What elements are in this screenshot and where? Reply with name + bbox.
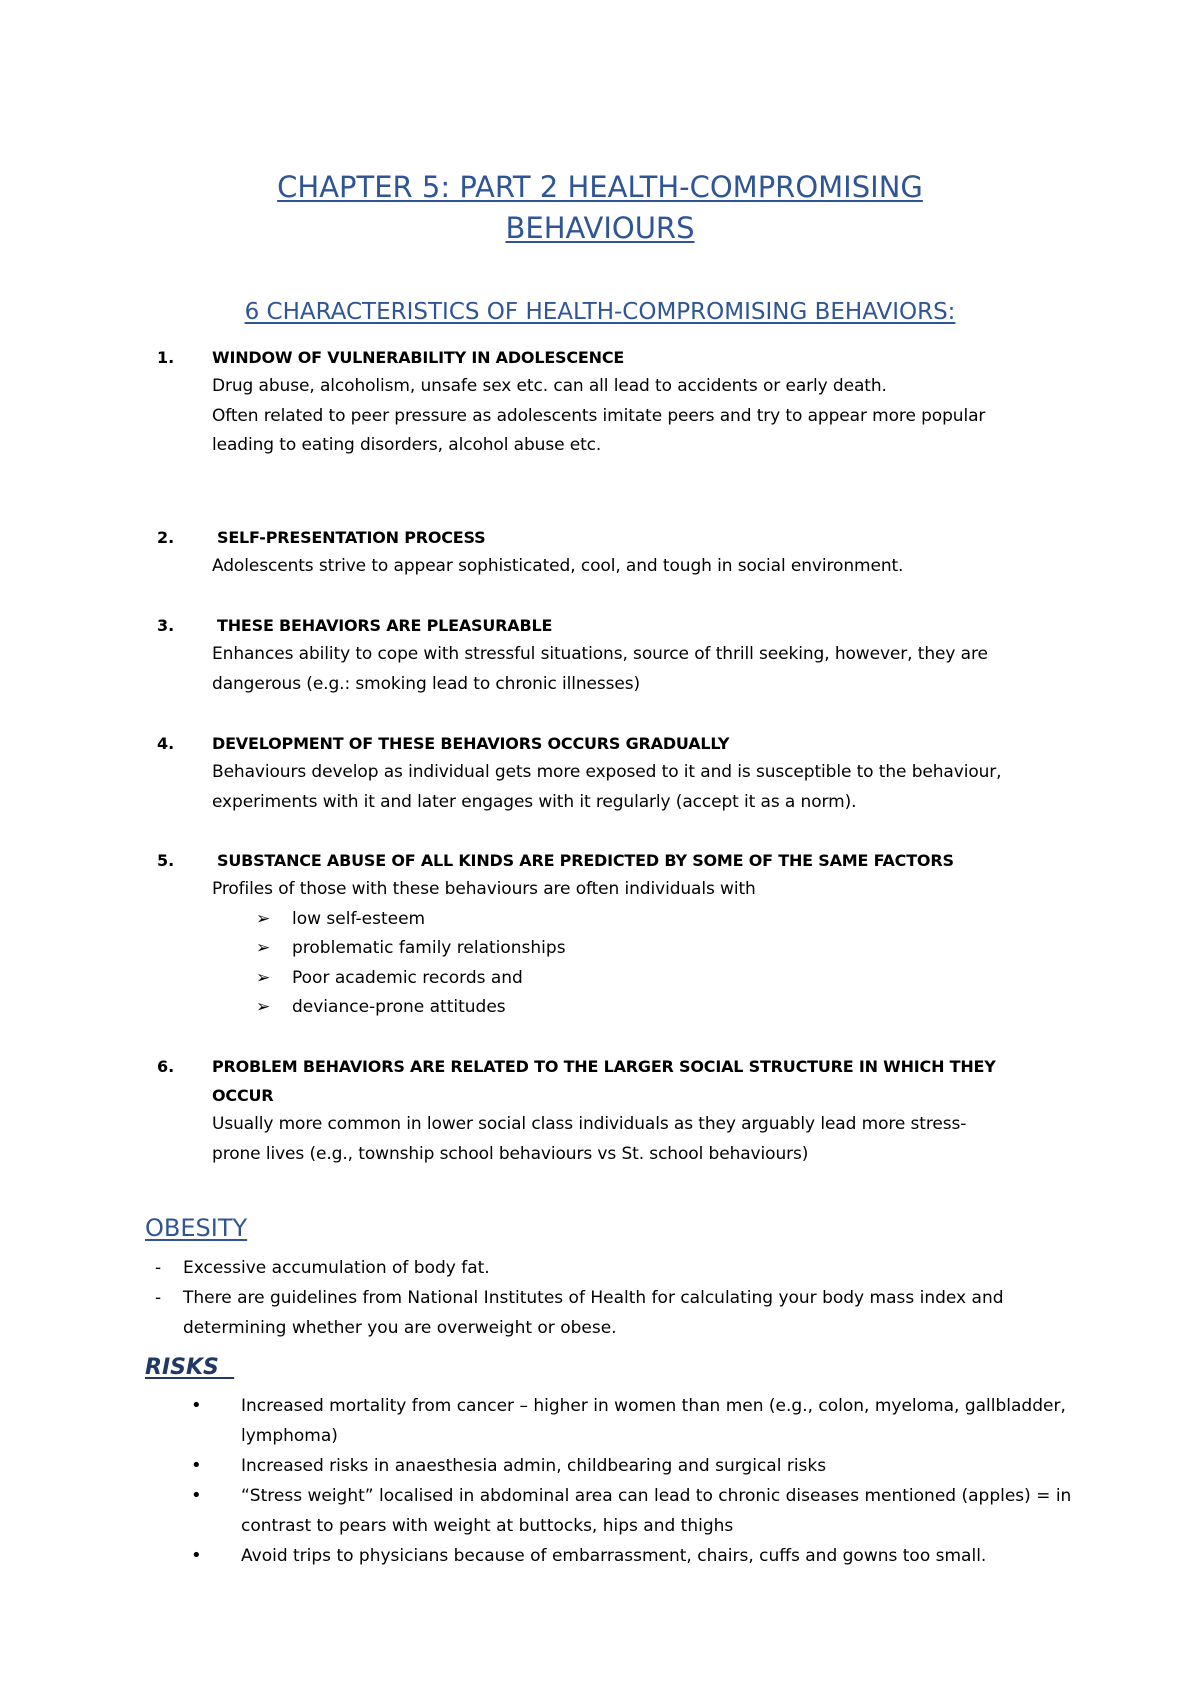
bullet-icon: • (191, 1395, 202, 1416)
item-number: 6. (157, 1057, 175, 1076)
list-item: • Increased risks in anaesthesia admin, childbearing and surgical risks (185, 1451, 1075, 1481)
list-item: ➢ problematic family relationships (212, 934, 1092, 964)
bullet-icon: • (191, 1485, 202, 1506)
item-text-line: experiments with it and later engages with it regularly (accept it as a norm). (212, 791, 857, 812)
item-text-line: dangerous (e.g.: smoking lead to chronic illnesses) (212, 673, 641, 694)
dash-bullet-icon: - (155, 1288, 162, 1308)
item-heading: SELF-PRESENTATION PROCESS (217, 528, 486, 547)
item-heading-cont: OCCUR (212, 1086, 274, 1105)
item-content (212, 523, 1092, 582)
list-item: - Excessive accumulation of body fat. (145, 1253, 1075, 1283)
item-content (212, 1052, 1092, 1169)
item-number: 3. (157, 616, 175, 635)
section-subtitle: 6 CHARACTERISTICS OF HEALTH-COMPROMISING BEHAVIORS: (244, 299, 956, 325)
item-number: 2. (157, 528, 175, 547)
page-title (150, 167, 1050, 249)
list-item: • “Stress weight” localised in abdominal area can lead to chronic diseases mentioned (apples) = in contrast to pears with weight at buttocks, hips and thighs (185, 1481, 1075, 1541)
bullet-icon: • (191, 1455, 202, 1476)
list-item: - There are guidelines from National Institutes of Health for calculating your body mass index and determining whether you are overweight or obese. (145, 1283, 1075, 1343)
list-item: ➢ Poor academic records and (212, 964, 1092, 994)
item-text-line: Behaviours develop as individual gets more exposed to it and is susceptible to the behaviour, (212, 762, 1002, 782)
item-text-line: Adolescents strive to appear sophisticated, cool, and tough in social environment. (212, 556, 904, 576)
obesity-list (145, 1253, 1075, 1343)
dash-bullet-icon: - (155, 1258, 162, 1278)
item-text-line: leading to eating disorders, alcohol abuse etc. (212, 435, 602, 455)
obesity-heading: OBESITY (145, 1214, 248, 1242)
item-heading: SUBSTANCE ABUSE OF ALL KINDS ARE PREDICTED BY SOME OF THE SAME FACTORS (217, 851, 954, 870)
item-text-line: Enhances ability to cope with stressful situations, source of thrill seeking, however, they are (212, 644, 988, 664)
item-text-line: Often related to peer pressure as adolescents imitate peers and try to appear more popular (212, 405, 986, 426)
item-number: 4. (157, 734, 175, 753)
factor-list (212, 905, 1092, 1023)
title-line-2: BEHAVIOURS (505, 211, 695, 245)
item-text-line: Profiles of those with these behaviours are often individuals with (212, 879, 756, 899)
item-number: 1. (157, 348, 175, 367)
item-text-line: prone lives (e.g., township school behaviours vs St. school behaviours) (212, 1143, 809, 1164)
arrow-bullet-icon: ➢ (256, 997, 271, 1017)
arrow-bullet-icon: ➢ (256, 938, 271, 958)
item-text-line: Drug abuse, alcoholism, unsafe sex etc. can all lead to accidents or early death. (212, 376, 887, 396)
bullet-icon: • (191, 1545, 202, 1566)
risks-heading: RISKS (145, 1355, 235, 1380)
item-heading: THESE BEHAVIORS ARE PLEASURABLE (217, 616, 553, 635)
item-content (212, 729, 1092, 817)
title-line-1: CHAPTER 5: PART 2 HEALTH-COMPROMISING (277, 170, 923, 204)
item-text-line: Usually more common in lower social class individuals as they arguably lead more stress- (212, 1114, 967, 1134)
risks-list (185, 1391, 1075, 1571)
list-item: ➢ deviance-prone attitudes (212, 993, 1092, 1023)
arrow-bullet-icon: ➢ (256, 967, 271, 988)
list-item: • Avoid trips to physicians because of embarrassment, chairs, cuffs and gowns too small. (185, 1541, 1075, 1571)
item-content (212, 611, 1092, 699)
item-heading: DEVELOPMENT OF THESE BEHAVIORS OCCURS GRADUALLY (212, 734, 730, 753)
list-item: ➢ low self-esteem (212, 905, 1092, 935)
item-heading: PROBLEM BEHAVIORS ARE RELATED TO THE LARGER SOCIAL STRUCTURE IN WHICH THEY (212, 1057, 996, 1076)
item-number: 5. (157, 851, 175, 870)
item-content (212, 846, 1092, 1023)
item-content (212, 343, 1092, 461)
item-heading: WINDOW OF VULNERABILITY IN ADOLESCENCE (212, 348, 625, 367)
arrow-bullet-icon: ➢ (256, 908, 271, 929)
list-item: • Increased mortality from cancer – higher in women than men (e.g., colon, myeloma, gallbladder, lymphoma) (185, 1391, 1075, 1451)
